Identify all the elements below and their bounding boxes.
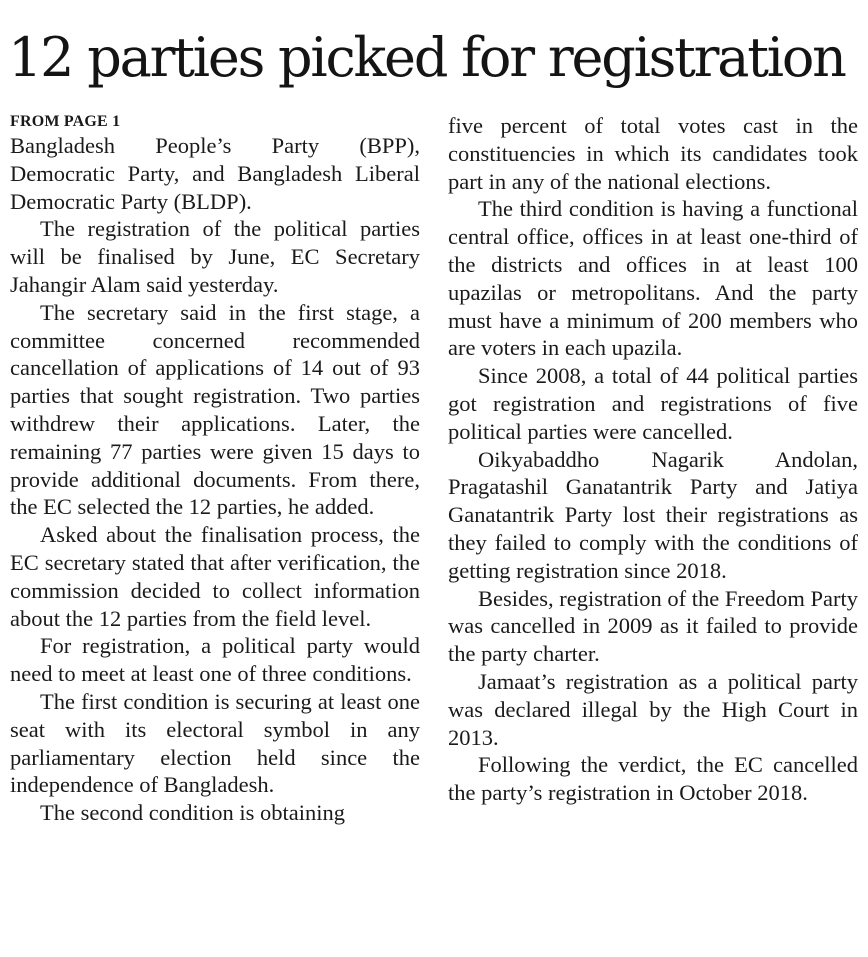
paragraph: The secretary said in the first stage, a committee concerned recommended cancellation of applications of 14 out of 93 parties that sought registration. Two parties withdrew their applications. Later, the remaining 77 parties were given 15 days to provide additional documents. From there, the EC selected the 12 parties, he added.	[10, 299, 420, 520]
paragraph: Asked about the finalisation process, the EC secretary stated that after verification, the commission decided to collect information about the 12 parties from the field level.	[10, 522, 420, 631]
article-column-left	[10, 112, 420, 827]
paragraph: Bangladesh People’s Party (BPP), Democratic Party, and Bangladesh Liberal Democratic Party (BLDP).	[10, 133, 420, 214]
paragraph: The second condition is obtaining	[40, 800, 345, 826]
article-column-right	[448, 112, 858, 807]
headline: 12 parties picked for registration	[8, 26, 845, 89]
paragraph: The registration of the political parties will be finalised by June, EC Secretary Jahangir Alam said yesterday.	[10, 216, 420, 297]
paragraph: Following the verdict, the EC cancelled the party’s registration in October 2018.	[448, 752, 858, 806]
paragraph: Besides, registration of the Freedom Party was cancelled in 2009 as it failed to provide the party charter.	[448, 585, 858, 667]
paragraph: five percent of total votes cast in the constituencies in which its candidates took part in any of the national elections.	[448, 113, 858, 194]
paragraph: Jamaat’s registration as a political party was declared illegal by the High Court in 2013.	[448, 668, 858, 750]
paragraph: Oikyabaddho Nagarik Andolan, Pragatashil Ganatantrik Party and Jatiya Ganatantrik Party lost their registrations as they failed to comply with the conditions of getting registration since 2018.	[448, 446, 858, 583]
continuation-kicker: FROM PAGE 1	[10, 113, 121, 130]
paragraph: The third condition is having a functional central office, offices in at least one-third of the districts and offices in at least 100 upazilas or metropolitans. And the party must have a minimum of 200 members who are voters in each upazila.	[448, 196, 858, 361]
paragraph: The first condition is securing at least one seat with its electoral symbol in any parliamentary election held since the independence of Bangladesh.	[10, 688, 420, 798]
paragraph: For registration, a political party would need to meet at least one of three conditions.	[10, 633, 420, 687]
paragraph: Since 2008, a total of 44 political parties got registration and registrations of five political parties were cancelled.	[448, 363, 858, 444]
